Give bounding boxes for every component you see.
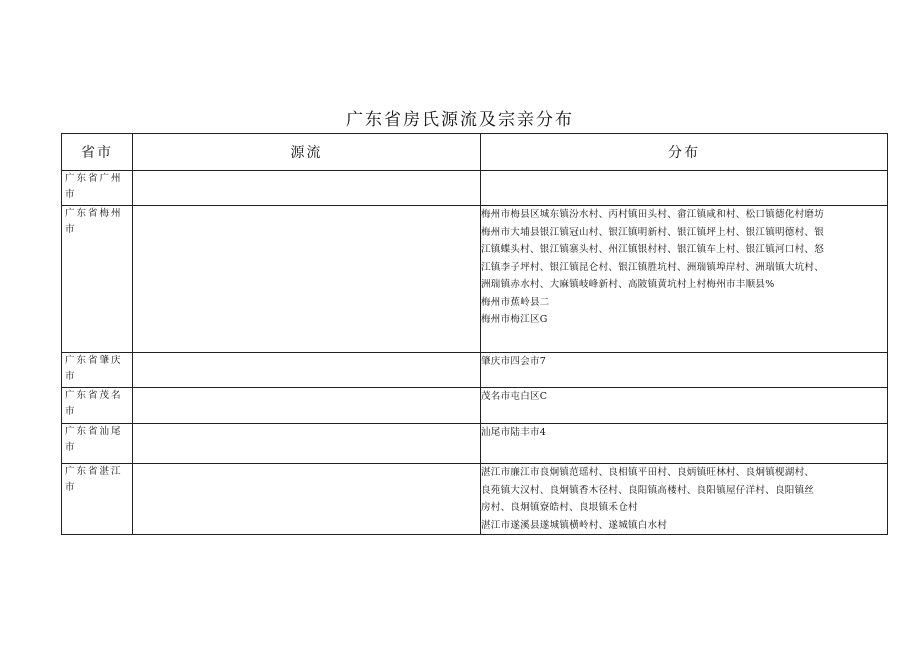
distribution-line: 湛江市遂溪县遂城镇横岭村、遂城镇白水村: [481, 519, 668, 531]
source-cell: [133, 424, 481, 464]
source-cell: [133, 171, 481, 206]
distribution-cell: [481, 353, 888, 388]
province-cell: [62, 206, 133, 353]
province-label: 广东省广州市: [65, 173, 123, 200]
province-cell: [62, 424, 133, 464]
distribution-cell: [481, 464, 888, 535]
distribution-line: 梅州市大埔县银江镇冠山村、银江镇明新村、银江镇坪上村、银江镇明德村、银: [481, 226, 825, 238]
clan-distribution-table: [61, 133, 888, 535]
distribution-line: 良苑镇大汉村、良炯镇香木径村、良阳镇高楼村、良阳镇屋仔洋村、良阳镇丝: [481, 484, 815, 496]
distribution-line: 湛江市廉江市良炯镇范瑶村、良相镇平田村、良炳镇旺林村、良炯镇枧湖村、: [481, 467, 815, 478]
source-cell: [133, 464, 481, 535]
header-row: [62, 134, 888, 171]
table-row: [62, 171, 888, 206]
province-cell: [62, 353, 133, 388]
distribution-cell: [481, 424, 888, 464]
distribution-cell: [481, 171, 888, 206]
table-row: [62, 353, 888, 388]
header-province: 省市: [62, 134, 133, 171]
header-source: 源流: [133, 134, 481, 171]
distribution-line: 肇庆市四会市7: [481, 356, 547, 367]
distribution-line: 梅州市梅江区G: [481, 314, 548, 325]
province-label: 广东省茂名市: [65, 390, 123, 417]
table-row: [62, 424, 888, 464]
province-label: 广东省汕尾市: [65, 426, 123, 453]
header-distribution: 分布: [481, 134, 888, 171]
source-cell: [133, 388, 481, 424]
source-cell: [133, 206, 481, 353]
province-cell: [62, 171, 133, 206]
distribution-line: 江镇李子坪村、银江镇昆仑村、银江镇胜坑村、洲瑞镇埠岸村、洲瑞镇大坑村、: [481, 261, 825, 273]
table-row: [62, 464, 888, 535]
distribution-line: 洲瑞镇赤水村、大麻镇岐峰新村、高陂镇黄坑村上村梅州市丰顺县%: [481, 279, 775, 290]
distribution-line: 梅州市蕉岭县二: [481, 296, 550, 308]
distribution-line: 茂名市屯白区C: [481, 391, 548, 402]
distribution-line: 江镇蝶头村、银江镇寨头村、州江镇银村村、银江镇车上村、银江镇河口村、怒: [481, 244, 825, 255]
province-label: 广东省湛江市: [65, 466, 123, 493]
table-row: [62, 388, 888, 424]
province-cell: [62, 388, 133, 424]
distribution-line: 梅州市梅县区城东镇汾水村、丙村镇田头村、畲江镇咸和村、松口镇德化村磨坊: [481, 209, 825, 220]
distribution-line: 房村、良炯镇寮皓村、良垠镇禾仓村: [481, 502, 638, 513]
province-cell: [62, 464, 133, 535]
table-row: [62, 206, 888, 353]
source-cell: [133, 353, 481, 388]
province-label: 广东省肇庆市: [65, 355, 123, 382]
page-title: 广东省房氏源流及宗亲分布: [346, 110, 574, 130]
province-label: 广东省梅州市: [65, 208, 123, 235]
distribution-cell: [481, 206, 888, 353]
distribution-line: 汕尾市陆丰市4: [481, 427, 547, 438]
distribution-cell: [481, 388, 888, 424]
